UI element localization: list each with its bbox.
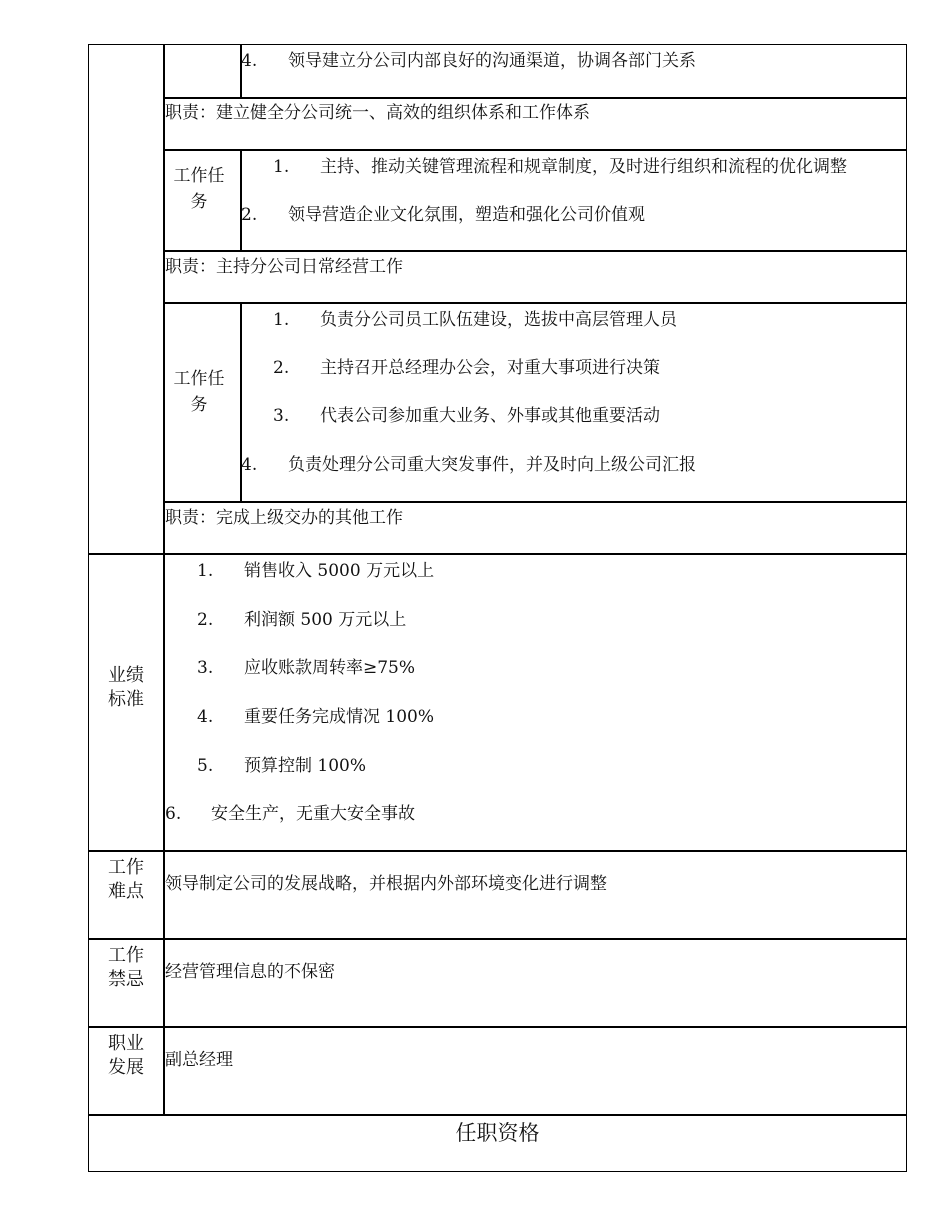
list-number: 2.	[273, 358, 290, 378]
performance-item: 利润额 500 万元以上	[244, 610, 407, 630]
list-number: 1.	[273, 157, 290, 177]
list-number: 2.	[241, 205, 258, 225]
list-number: 6.	[165, 804, 182, 824]
row-divider	[163, 149, 907, 151]
row-divider	[88, 553, 907, 555]
list-number: 4.	[197, 707, 214, 727]
duty-text: 职责：完成上级交办的其他工作	[165, 508, 403, 528]
row-divider	[88, 938, 907, 940]
list-number: 4.	[241, 455, 258, 475]
taboo-label: 工作 禁忌	[108, 945, 144, 990]
task-label: 工作任 务	[173, 166, 225, 212]
task-label: 工作任 务	[173, 369, 225, 415]
list-number: 2.	[197, 610, 214, 630]
taboo-text: 经营管理信息的不保密	[165, 962, 335, 982]
row-divider	[88, 1114, 907, 1116]
row-divider	[163, 250, 907, 252]
list-number: 4.	[241, 51, 258, 71]
performance-item: 应收账款周转率≥75%	[244, 658, 416, 678]
task-item: 主持召开总经理办公会，对重大事项进行决策	[320, 358, 660, 378]
career-label: 职业 发展	[108, 1033, 144, 1078]
performance-item: 重要任务完成情况 100%	[244, 707, 435, 727]
qualification-title: 任职资格	[455, 1121, 540, 1145]
column-divider-task-2	[240, 150, 242, 251]
list-number: 3.	[273, 406, 290, 426]
task-item: 领导建立分公司内部良好的沟通渠道，协调各部门关系	[288, 51, 696, 71]
task-item: 主持、推动关键管理流程和规章制度，及时进行组织和流程的优化调整	[320, 157, 847, 177]
task-item: 负责处理分公司重大突发事件，并及时向上级公司汇报	[288, 455, 696, 475]
task-item: 代表公司参加重大业务、外事或其他重要活动	[320, 406, 660, 426]
career-text: 副总经理	[165, 1050, 233, 1070]
difficulty-label: 工作 难点	[108, 857, 144, 902]
performance-item: 预算控制 100%	[244, 756, 367, 776]
row-divider	[163, 97, 907, 99]
list-number: 5.	[197, 756, 214, 776]
performance-label: 业绩 标准	[108, 665, 144, 710]
performance-item: 安全生产，无重大安全事故	[211, 804, 415, 824]
difficulty-text: 领导制定公司的发展战略，并根据内外部环境变化进行调整	[165, 874, 607, 894]
row-divider	[88, 850, 907, 852]
duty-text: 职责：建立健全分公司统一、高效的组织体系和工作体系	[165, 103, 590, 123]
performance-item: 销售收入 5000 万元以上	[244, 561, 435, 581]
duty-text: 职责：主持分公司日常经营工作	[165, 257, 403, 277]
task-item: 领导营造企业文化氛围，塑造和强化公司价值观	[288, 205, 645, 225]
list-number: 1.	[273, 310, 290, 330]
list-number: 3.	[197, 658, 214, 678]
row-divider	[88, 1026, 907, 1028]
list-number: 1.	[197, 561, 214, 581]
task-item: 负责分公司员工队伍建设，选拔中高层管理人员	[320, 310, 677, 330]
row-divider	[163, 501, 907, 503]
row-divider	[163, 302, 907, 304]
